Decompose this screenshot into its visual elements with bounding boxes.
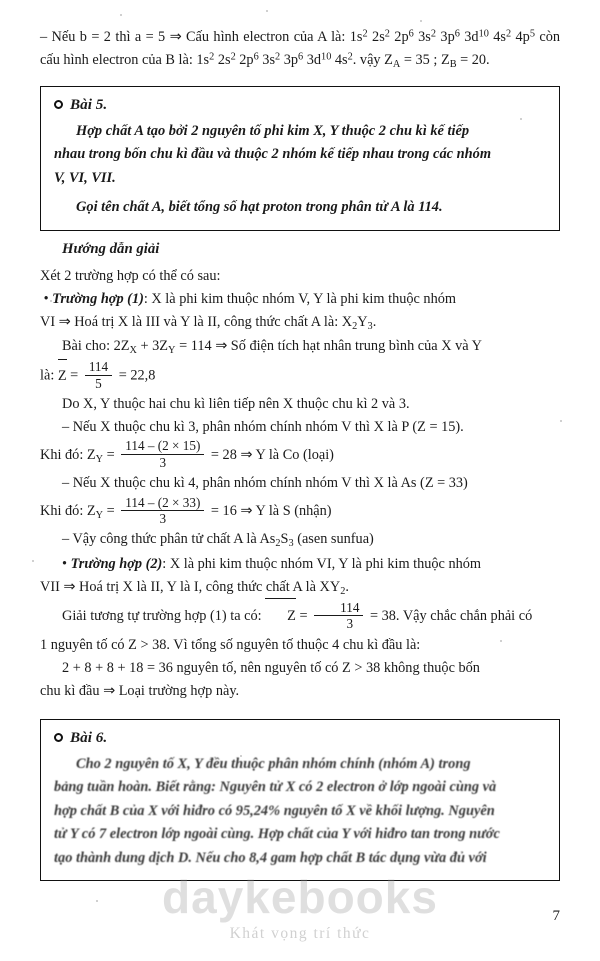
solution-line-10-a: Khi đó: Z — [40, 503, 96, 520]
watermark — [0, 871, 600, 943]
exercise-5-line-4: Gọi tên chất A, biết tổng số hạt proton trong phân tử A là 114. — [76, 199, 443, 216]
exercise-6-heading — [54, 729, 546, 747]
solution-line-4: Bài cho: $2Z_X + 3Z_Y = 114$ ⇒ Số điện tích hạt nhân trung bình của X và Y — [62, 338, 482, 357]
solution-case-2: • Trường hợp (2): X là phi kim thuộc nhóm VI, Y là phi kim thuộc nhóm — [62, 555, 482, 572]
z-average-symbol-2: Z — [265, 600, 296, 633]
solution-line-11-c: (asen sunfua) — [297, 531, 374, 548]
solution-line-8-b: = 28 — [210, 446, 237, 463]
case-1-text: : X là phi kim thuộc nhóm V, Y là phi kim thuộc nhóm — [143, 290, 456, 307]
solution-line-4-c: = 114 — [179, 338, 212, 355]
case-1-label: Trường hợp (1) — [52, 290, 144, 307]
solution-line-13-a: VII — [40, 578, 60, 595]
solution-line-17-a: chu kì đầu — [40, 682, 100, 699]
solution-line-5: là: Z = $\frac{114}{5}$ = 22,8 — [40, 358, 156, 391]
guide-label: Hướng dẫn giải — [62, 240, 160, 257]
solution-case-1: • Trường hợp (1): X là phi kim thuộc nhóm V, Y là phi kim thuộc nhóm — [40, 290, 456, 307]
exercise-6-line-3: hợp chất B của X với hiđro có 95,24% nguyên tố X về khối lượng. Nguyên — [54, 802, 495, 819]
case-2-text: : X là phi kim thuộc nhóm VI, Y là phi kim thuộc nhóm — [162, 555, 482, 572]
solution-line-3-c: Y — [357, 313, 368, 330]
solution-line-1: Xét 2 trường hợp có thể có sau: — [40, 267, 221, 284]
solution-line-6: Do X, Y thuộc hai chu kì liên tiếp nên X thuộc chu kì 2 và 3. — [62, 395, 410, 412]
fraction-114-2x15-3: $\frac{114 - (2 \times 15)}{3}$ — [121, 438, 204, 471]
watermark-main: daykebooks — [162, 871, 438, 923]
solution-line-4-a: Bài cho: 2Z — [62, 338, 130, 355]
exercise-5-line-3: V, VI, VII. — [54, 169, 116, 186]
exercise-6-body — [54, 753, 546, 870]
exercise-6-line-1: Cho 2 nguyên tố X, Y đều thuộc phân nhóm chính (nhóm A) trong — [76, 755, 471, 772]
exercise-5-heading — [54, 96, 546, 114]
solution-line-14-a: Giải tương tự trường hợp (1) ta có: — [62, 608, 262, 625]
solution-line-8-c: Y là Co (loại) — [255, 446, 334, 463]
solution-line-5-a: là: — [40, 367, 55, 384]
solution-line-17-b: Loại trường hợp này. — [118, 682, 240, 699]
solution-line-9: – Nếu X thuộc chu kì 4, phân nhóm chính nhóm V thì X là As (Z = 33) — [62, 475, 468, 492]
top-paragraph — [40, 26, 560, 74]
solution-line-14-b: = 38. Vậy chắc chắn phải có — [370, 608, 533, 625]
solution-line-11: – Vậy công thức phân tử chất A là $As_2S_3$ (asen sunfua) — [62, 531, 374, 550]
exercise-5-body — [54, 120, 546, 220]
solution-line-10: Khi đó: $Z_Y$ = $\frac{114 - (2 \times 33)}{3}$ = 16 ⇒ Y là S (nhận) — [40, 494, 332, 527]
solution-line-5-eq: = 22,8 — [118, 367, 156, 384]
fraction-114-5: $\frac{114}{5}$ — [85, 359, 112, 392]
exercise-5-line-2: nhau trong bốn chu kì đầu và thuộc 2 nhóm kế tiếp nhau trong các nhóm — [54, 146, 492, 163]
solution-line-14: Giải tương tự trường hợp (1) ta có: Z = $\frac{114}{3}$ = 38. Vậy chắc chắn phải có — [62, 599, 533, 632]
solution-line-15: 1 nguyên tố có Z > 38. Vì tổng số nguyên tố thuộc 4 chu kì đầu là: — [40, 636, 421, 653]
exercise-6-line-5: tạo thành dung dịch D. Nếu cho 8,4 gam hợp chất B tác dụng vừa đủ với — [54, 849, 487, 866]
solution-line-3: VI ⇒ Hoá trị X là III và Y là II, công thức chất A là: $X_2Y_3$. — [40, 313, 377, 332]
bullet-ring-icon — [54, 100, 63, 109]
solution-line-16: 2 + 8 + 8 + 18 = 36 nguyên tố, nên nguyên tố có Z > 38 không thuộc bốn — [62, 659, 480, 676]
exercise-6-line-4: tử Y có 7 electron lớp ngoài cùng. Hợp chất của Y với hiđro tan trong nước — [54, 826, 500, 843]
solution-line-11-a: – Vậy công thức phân tử chất A là As — [62, 531, 276, 548]
solution-line-4-d: Số điện tích hạt nhân trung bình của X và Y — [230, 338, 482, 355]
solution-body — [40, 265, 560, 703]
solution-line-17: chu kì đầu ⇒ Loại trường hợp này. — [40, 682, 240, 699]
exercise-5-title: Bài 5. — [70, 95, 108, 113]
exercise-6-box — [40, 719, 560, 881]
exercise-6-line-2: bảng tuần hoàn. Biết rằng: Nguyên tử X có 2 electron ở lớp ngoài cùng và — [54, 779, 497, 796]
solution-line-13-b: Hoá trị X là II, Y là I, công thức chất A là XY — [79, 578, 341, 595]
solution-line-13: VII ⇒ Hoá trị X là II, Y là I, công thức chất A là $XY_2$. — [40, 578, 349, 597]
fraction-114-2x33-3: $\frac{114 - (2 \times 33)}{3}$ — [121, 495, 204, 528]
case-2-label: Trường hợp (2) — [70, 555, 163, 572]
solution-line-3-a: VI — [40, 313, 56, 330]
solution-line-11-b: S — [280, 531, 289, 548]
solution-line-10-c: Y là S (nhận) — [255, 503, 332, 520]
solution-line-7: – Nếu X thuộc chu kì 3, phân nhóm chính nhóm V thì X là P (Z = 15). — [62, 418, 464, 435]
exercise-6-title: Bài 6. — [70, 728, 108, 746]
exercise-5-box — [40, 86, 560, 231]
solution-line-4-b: + 3Z — [140, 338, 169, 355]
top-paragraph-text: – Nếu b = 2 thì a = 5 ⇒ Cấu hình electron của A là: $1s^2$ $2s^2$ $2p^6$ $3s^2$ $3p^6$ $3d^{10}$ $4s^2$ $4p^5$ còn cấu hình electron của B là: $1s^2$ $2s^2$ $2p^6$ $3s^2$ $3p^6$ $3d^{10}$ $4s^2$. vậy $Z_A = 35$ ; $Z_B = 20$. — [40, 28, 560, 71]
solution-line-8: Khi đó: $Z_Y$ = $\frac{114 - (2 \times 15)}{3}$ = 28 ⇒ Y là Co (loại) — [40, 438, 334, 470]
solution-line-10-b: = 16 — [210, 503, 237, 520]
fraction-114-3: $\frac{114}{3}$ — [314, 600, 363, 633]
solution-line-3-b: Hoá trị X là III và Y là II, công thức chất A là: X — [74, 313, 353, 330]
z-average-symbol: Z — [58, 361, 67, 392]
bullet-ring-icon — [54, 733, 63, 742]
page-number: 7 — [552, 908, 560, 924]
solution-line-8-a: Khi đó: Z — [40, 446, 96, 463]
exercise-5-line-1: Hợp chất A tạo bởi 2 nguyên tố phi kim X, Y thuộc 2 chu kì kế tiếp — [76, 122, 470, 139]
watermark-sub: Khát vọng trí thức — [229, 925, 371, 942]
